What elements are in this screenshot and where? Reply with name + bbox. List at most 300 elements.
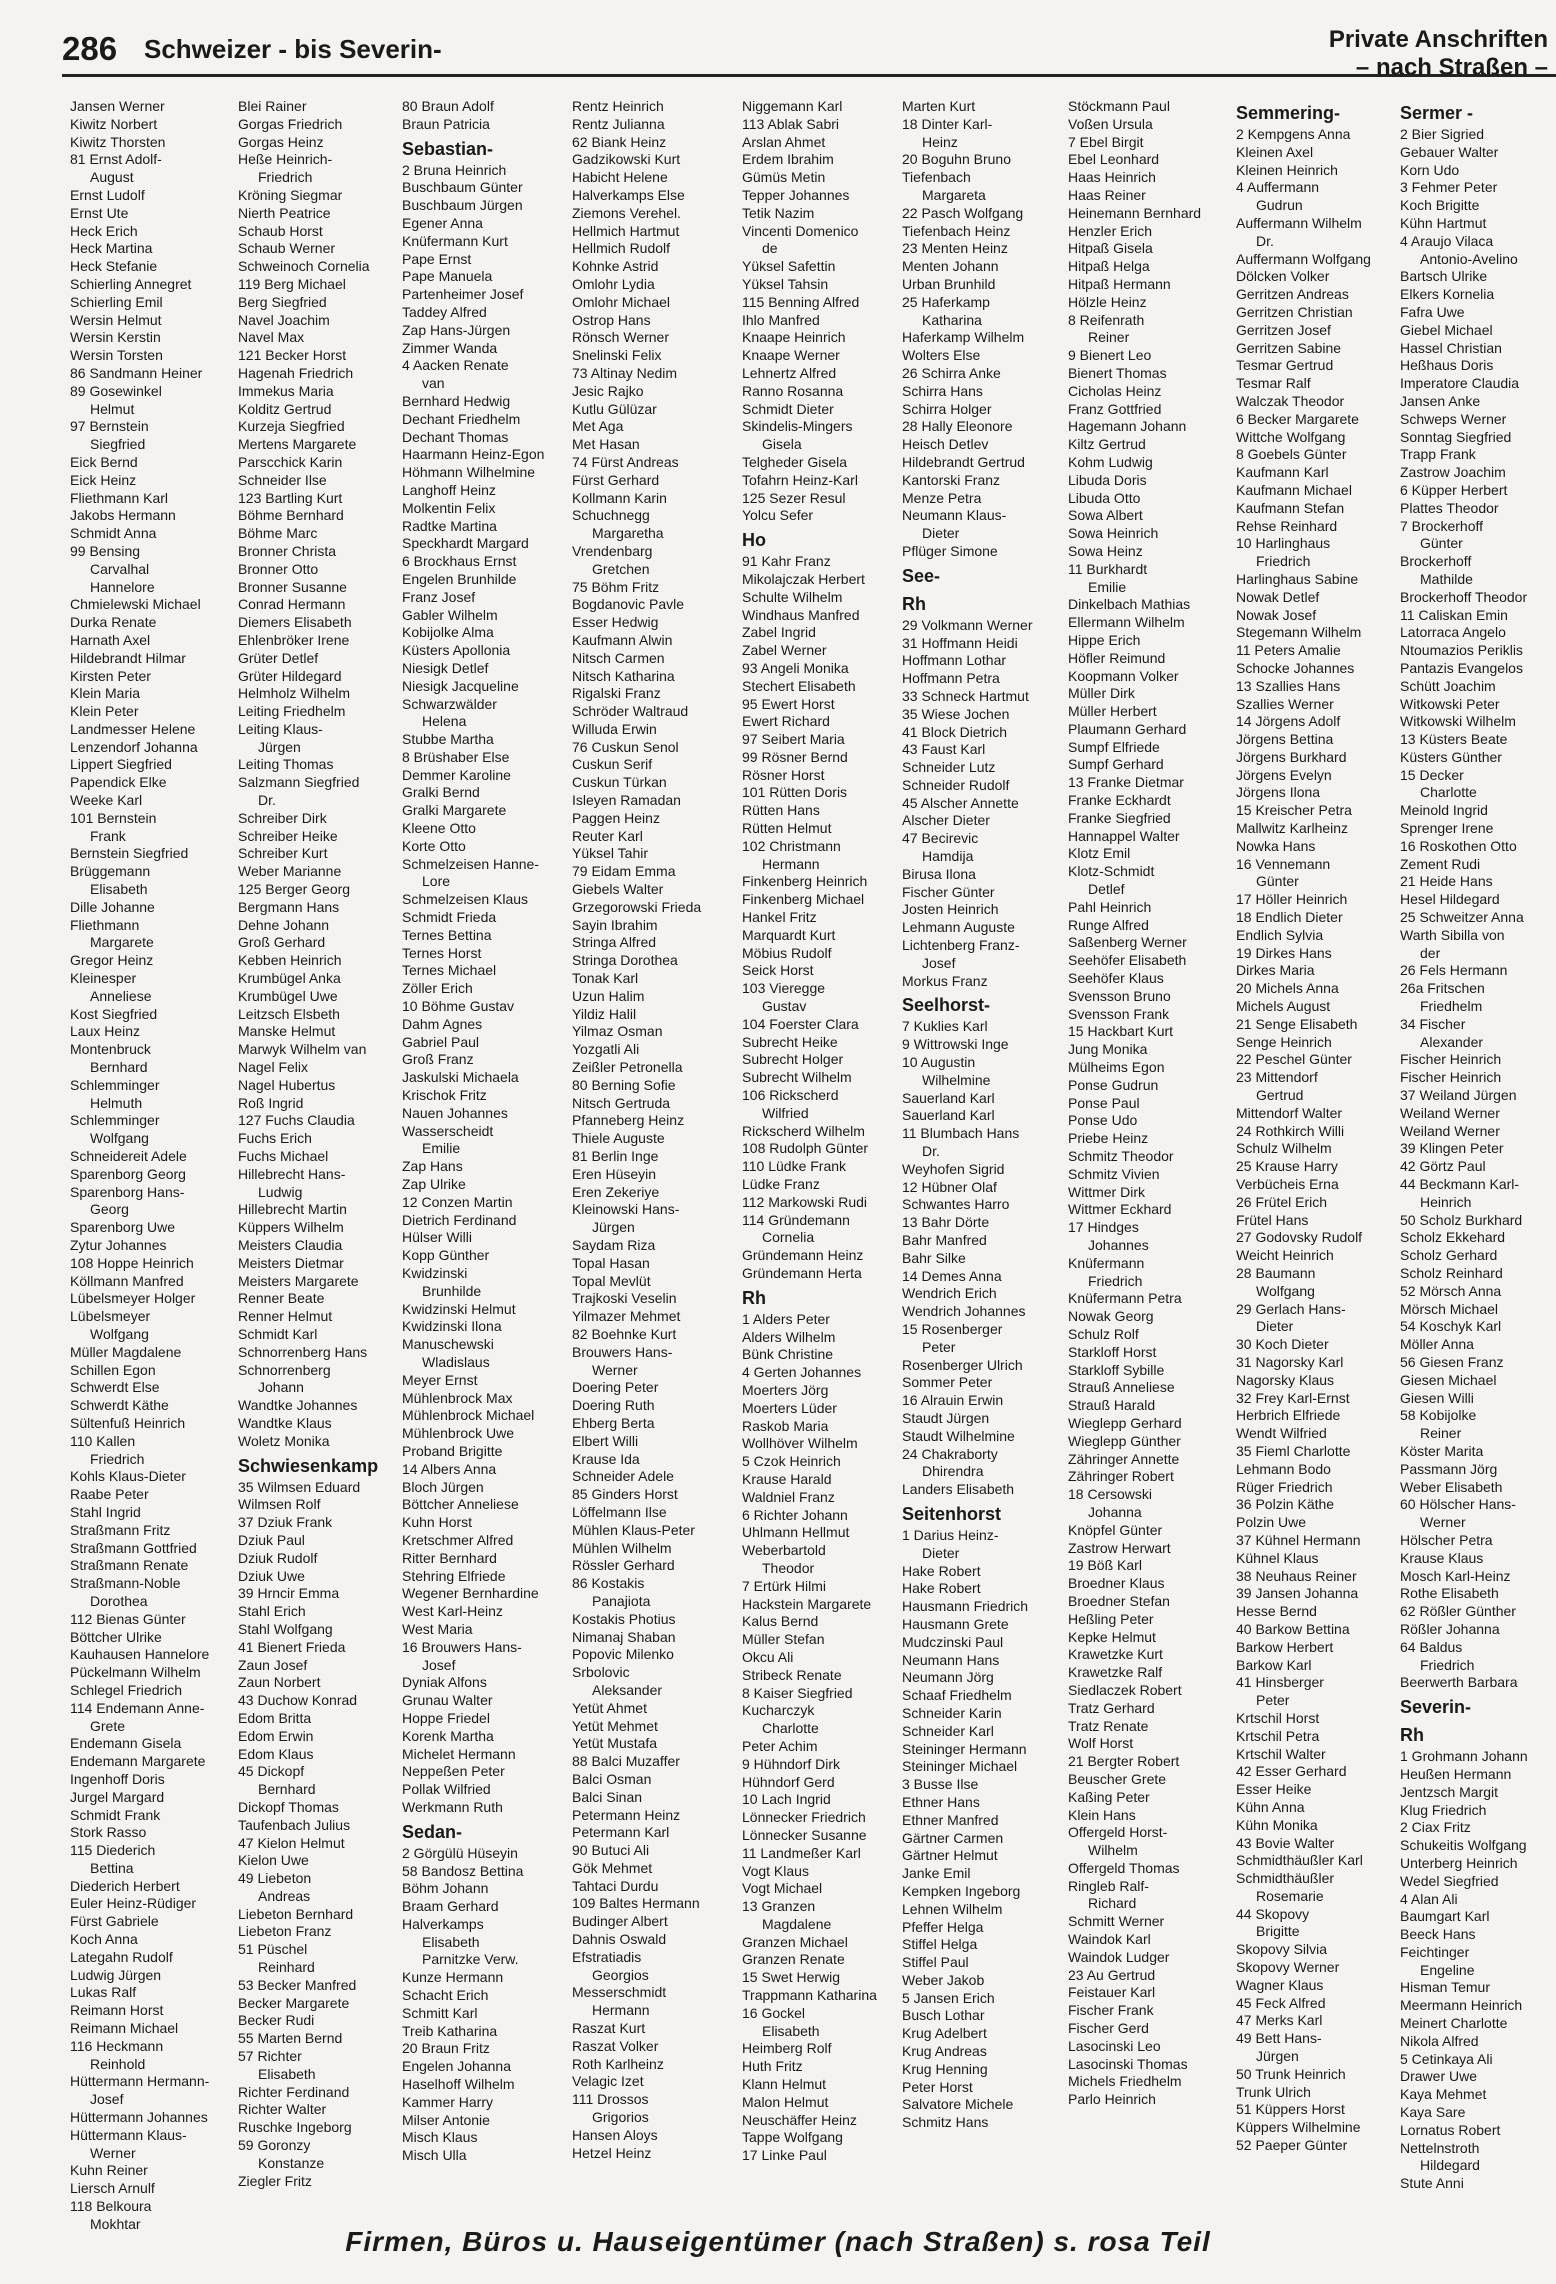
resident-entry: Groß Gerhard (238, 934, 326, 951)
resident-entry: Schweps Werner (1400, 410, 1507, 427)
resident-entry: Tesmar Gertrud (1236, 357, 1334, 374)
resident-entry: 39 Jansen Johanna (1236, 1585, 1359, 1602)
resident-entry: Plattes Theodor (1400, 499, 1499, 516)
directory-columns (70, 98, 1556, 2232)
resident-entry: 56 Giesen Franz (1400, 1353, 1504, 1370)
resident-entry: Bünk Christine (742, 1346, 834, 1363)
resident-entry: Hölscher Petra (1400, 1531, 1493, 1548)
resident-entry: Zaun Josef (238, 1656, 308, 1673)
street-heading: Rh (1400, 1725, 1424, 1746)
resident-entry: Balci Osman (572, 1770, 652, 1787)
resident-entry: Skopovy Silvia (1236, 1941, 1328, 1958)
entry-continuation: Heinz (922, 133, 958, 150)
resident-entry: Gärtner Helmut (902, 1847, 998, 1864)
resident-entry: Meinert Charlotte (1400, 2015, 1508, 2032)
entry-continuation: Reinhard (258, 1959, 315, 1976)
resident-entry: Doering Peter (572, 1379, 659, 1396)
resident-entry: Cuskun Türkan (572, 774, 667, 791)
entry-continuation: Engeline (1420, 1961, 1475, 1978)
resident-entry: Stute Anni (1400, 2175, 1464, 2192)
entry-continuation: Theodor (762, 1559, 815, 1576)
resident-entry: Leiting Friedhelm (238, 703, 346, 720)
resident-entry: Brüggemann (70, 863, 151, 880)
resident-entry: Hippe Erich (1068, 631, 1141, 648)
resident-entry: 49 Bett Hans- (1236, 2030, 1322, 2047)
resident-entry: Dziuk Rudolf (238, 1549, 318, 1566)
directory-column-8 (1236, 98, 1398, 2155)
resident-entry: Kalus Bernd (742, 1613, 819, 1630)
resident-entry: Hansen Aloys (572, 2126, 658, 2143)
resident-entry: Neuschäffer Heinz (742, 2111, 857, 2128)
resident-entry: 41 Hinsberger (1236, 1674, 1324, 1691)
resident-entry: Topal Mevlüt (572, 1272, 651, 1289)
resident-entry: Schaaf Friedhelm (902, 1687, 1012, 1704)
resident-entry: 29 Volkmann Werner (902, 616, 1033, 633)
resident-entry: Michels Friedhelm (1068, 2073, 1182, 2090)
resident-entry: 90 Butuci Ali (572, 1842, 650, 1859)
resident-entry: 13 Franke Dietmar (1068, 774, 1184, 791)
entry-continuation: August (90, 169, 134, 186)
resident-entry: 12 Hübner Olaf (902, 1178, 997, 1195)
entry-continuation: van (422, 375, 445, 392)
resident-entry: Frütel Hans (1236, 1211, 1309, 1228)
resident-entry: 45 Dickopf (238, 1763, 305, 1780)
resident-entry: Renner Helmut (238, 1308, 333, 1325)
resident-entry: 15 Swet Herwig (742, 1969, 841, 1986)
resident-entry: 5 Jansen Erich (902, 1989, 995, 2006)
resident-entry: Ludwig Jürgen (70, 1966, 162, 1983)
entry-continuation: Detlef (1088, 881, 1125, 898)
resident-entry: Urban Brunhild (902, 275, 996, 292)
resident-entry: Jaskulski Michaela (402, 1069, 519, 1086)
resident-entry: Sowa Albert (1068, 507, 1143, 524)
resident-entry: Gadzikowski Kurt (572, 151, 681, 168)
resident-entry: Hoppe Friedel (402, 1709, 490, 1726)
resident-entry: 19 Böß Karl (1068, 1557, 1142, 1574)
resident-entry: Hesel Hildegard (1400, 891, 1500, 908)
resident-entry: Willuda Erwin (572, 720, 657, 737)
resident-entry: 32 Frey Karl-Ernst (1236, 1389, 1350, 1406)
resident-entry: Brockerhoff (1400, 553, 1472, 570)
resident-entry: 16 Vennemann (1236, 855, 1331, 872)
resident-entry: Isleyen Ramadan (572, 792, 681, 809)
resident-entry: Waindok Karl (1068, 1931, 1151, 1948)
resident-entry: 21 Senge Elisabeth (1236, 1015, 1358, 1032)
resident-entry: Gregor Heinz (70, 952, 154, 969)
resident-entry: Nitsch Gertruda (572, 1094, 671, 1111)
resident-entry: Stahl Erich (238, 1603, 306, 1620)
resident-entry: Endemann Gisela (70, 1735, 182, 1752)
resident-entry: Fischer Heinrich (1400, 1069, 1502, 1086)
entry-continuation: Siegfried (90, 436, 146, 453)
resident-entry: Lasocinski Leo (1068, 2037, 1161, 2054)
resident-entry: Jörgens Bettina (1236, 731, 1334, 748)
resident-entry: 9 Wittrowski Inge (902, 1036, 1009, 1053)
resident-entry: 12 Conzen Martin (402, 1193, 513, 1210)
resident-entry: Roth Karlheinz (572, 2055, 664, 2072)
resident-entry: Straßmann Fritz (70, 1521, 171, 1538)
resident-entry: Broedner Klaus (1068, 1575, 1165, 1592)
resident-entry: Finkenberg Michael (742, 891, 865, 908)
resident-entry: Kühn Anna (1236, 1798, 1305, 1815)
resident-entry: Schmitt Karl (402, 2004, 478, 2021)
resident-entry: 76 Cuskun Senol (572, 738, 679, 755)
resident-entry: Skopovy Werner (1236, 1959, 1340, 1976)
resident-entry: Weber Elisabeth (1400, 1478, 1503, 1495)
resident-entry: 125 Berger Georg (238, 881, 351, 898)
resident-entry: 108 Hoppe Heinrich (70, 1254, 194, 1271)
resident-entry: Korte Otto (402, 837, 466, 854)
resident-entry: Franke Eckhardt (1068, 792, 1171, 809)
resident-entry: Hüttermann Johannes (70, 2109, 208, 2126)
resident-entry: Wilmsen Rolf (238, 1496, 321, 1513)
entry-continuation: Werner (90, 2144, 136, 2161)
resident-entry: 2 Bruna Heinrich (402, 161, 507, 178)
resident-entry: Schneider Rudolf (902, 776, 1010, 793)
resident-entry: 35 Wiese Jochen (902, 705, 1010, 722)
resident-entry: Klein Maria (70, 685, 141, 702)
resident-entry: Steininger Michael (902, 1758, 1018, 1775)
resident-entry: Stahl Wolfgang (238, 1620, 333, 1637)
resident-entry: Lönnecker Susanne (742, 1826, 867, 1843)
resident-entry: Fischer Günter (902, 883, 995, 900)
resident-entry: Halverkamps Else (572, 186, 685, 203)
resident-entry: Alscher Dieter (902, 812, 990, 829)
resident-entry: Höfler Reimund (1068, 649, 1166, 666)
resident-entry: Ellermann Wilhelm (1068, 614, 1185, 631)
resident-entry: Sayin Ibrahim (572, 916, 658, 933)
resident-entry: Heßhaus Doris (1400, 357, 1494, 374)
resident-entry: 89 Gosewinkel (70, 382, 162, 399)
resident-entry: Witkowski Peter (1400, 695, 1500, 712)
resident-entry: 50 Trunk Heinrich (1236, 2065, 1346, 2082)
resident-entry: Petermann Karl (572, 1824, 670, 1841)
resident-entry: Lübelsmeyer (70, 1308, 151, 1325)
resident-entry: Gebauer Walter (1400, 143, 1499, 160)
resident-entry: 44 Skopovy (1236, 1905, 1310, 1922)
resident-entry: 41 Bienert Frieda (238, 1638, 346, 1655)
resident-entry: 36 Polzin Käthe (1236, 1496, 1335, 1513)
resident-entry: Schulte Wilhelm (742, 588, 843, 605)
resident-entry: Kunze Hermann (402, 1969, 504, 1986)
resident-entry: Krtschil Horst (1236, 1709, 1320, 1726)
resident-entry: Schneidereit Adele (70, 1148, 187, 1165)
resident-entry: 14 Demes Anna (902, 1267, 1002, 1284)
entry-continuation: Margarete (90, 934, 154, 951)
resident-entry: Liersch Arnulf (70, 2180, 155, 2197)
resident-entry: Rosenberger Ulrich (902, 1356, 1023, 1373)
resident-entry: Nagorsky Klaus (1236, 1371, 1335, 1388)
resident-entry: Ranno Rosanna (742, 382, 844, 399)
resident-entry: Kretschmer Alfred (402, 1531, 514, 1548)
resident-entry: Seehöfer Klaus (1068, 970, 1164, 987)
resident-entry: Weiland Werner (1400, 1104, 1500, 1121)
resident-entry: Vogt Michael (742, 1880, 823, 1897)
resident-entry: Zaun Norbert (238, 1674, 321, 1691)
resident-entry: Schmelzeisen Klaus (402, 891, 529, 908)
entry-continuation: Werner (592, 1361, 638, 1378)
resident-entry: Diederich Herbert (70, 1877, 180, 1894)
resident-entry: Salzmann Siegfried (238, 774, 360, 791)
directory-column-2 (238, 98, 400, 2190)
resident-entry: Straßmann-Noble (70, 1575, 181, 1592)
resident-entry: Dirkes Maria (1236, 962, 1315, 979)
resident-entry: Schreiber Heike (238, 827, 338, 844)
resident-entry: Budinger Albert (572, 1913, 668, 1930)
resident-entry: 14 Jörgens Adolf (1236, 713, 1341, 730)
resident-entry: 4 Auffermann (1236, 179, 1320, 196)
resident-entry: Okcu Ali (742, 1648, 794, 1665)
resident-entry: 75 Böhm Fritz (572, 578, 660, 595)
resident-entry: Hackstein Margarete (742, 1595, 872, 1612)
resident-entry: Hoffmann Petra (902, 670, 1000, 687)
entry-continuation: Brigitte (1256, 1923, 1300, 1940)
resident-entry: 8 Kaiser Siegfried (742, 1684, 853, 1701)
resident-entry: Jurgel Margard (70, 1788, 165, 1805)
resident-entry: Knaape Werner (742, 347, 840, 364)
resident-entry: Yilmaz Osman (572, 1023, 663, 1040)
entry-continuation: Hermann (592, 2002, 650, 2019)
resident-entry: Wittmer Dirk (1068, 1183, 1145, 1200)
resident-entry: Schmidthäußler (1236, 1870, 1335, 1887)
resident-entry: Ethner Manfred (902, 1811, 999, 1828)
resident-entry: 18 Endlich Dieter (1236, 909, 1343, 926)
resident-entry: Yüksel Safettin (742, 258, 836, 275)
resident-entry: Rössler Gerhard (572, 1557, 675, 1574)
resident-entry: Nowak Josef (1236, 606, 1317, 623)
resident-entry: Stehring Elfriede (402, 1567, 506, 1584)
resident-entry: Broedner Stefan (1068, 1592, 1170, 1609)
resident-entry: Hisman Temur (1400, 1979, 1490, 1996)
resident-entry: Sparenborg Uwe (70, 1219, 176, 1236)
resident-entry: 99 Bensing (70, 542, 141, 559)
resident-entry: 26 Frütel Erich (1236, 1193, 1328, 1210)
entry-continuation: Emilie (1088, 578, 1127, 595)
resident-entry: Parlo Heinrich (1068, 2091, 1156, 2108)
resident-entry: 23 Mittendorf (1236, 1069, 1318, 1086)
resident-entry: Lornatus Robert (1400, 2121, 1501, 2138)
entry-continuation: Wolfgang (90, 1130, 149, 1147)
entry-continuation: Jürgen (258, 738, 301, 755)
entry-continuation: Parnitzke Verw. (422, 1951, 519, 1968)
resident-entry: Schuchnegg (572, 507, 650, 524)
resident-entry: Pahl Heinrich (1068, 898, 1152, 915)
resident-entry: Josten Heinrich (902, 901, 999, 918)
resident-entry: Zeißler Petronella (572, 1059, 683, 1076)
resident-entry: 119 Berg Michael (238, 275, 346, 292)
resident-entry: 47 Merks Karl (1236, 2012, 1323, 2029)
resident-entry: Weyhofen Sigrid (902, 1160, 1005, 1177)
resident-entry: Proband Brigitte (402, 1442, 503, 1459)
resident-entry: Heck Martina (70, 240, 153, 257)
resident-entry: 74 Fürst Andreas (572, 453, 679, 470)
resident-entry: 102 Christmann (742, 837, 841, 854)
resident-entry: Eick Bernd (70, 453, 138, 470)
resident-entry: Paggen Heinz (572, 809, 660, 826)
resident-entry: Lehnen Wilhelm (902, 1900, 1003, 1917)
resident-entry: Molkentin Felix (402, 499, 496, 516)
resident-entry: 43 Faust Karl (902, 741, 986, 758)
resident-entry: 14 Albers Anna (402, 1460, 497, 1477)
resident-entry: Dechant Friedhelm (402, 410, 521, 427)
resident-entry: Tratz Renate (1068, 1717, 1149, 1734)
resident-entry: Doering Ruth (572, 1397, 655, 1414)
resident-entry: Rößler Johanna (1400, 1620, 1500, 1637)
entry-continuation: Johanna (1088, 1503, 1142, 1520)
resident-entry: Sprenger Irene (1400, 820, 1494, 837)
resident-entry: Lasocinski Thomas (1068, 2055, 1188, 2072)
street-heading: Rh (742, 1287, 766, 1308)
resident-entry: Kollmann Karin (572, 489, 667, 506)
entry-continuation: Hildegard (1420, 2157, 1480, 2174)
resident-entry: Demmer Karoline (402, 766, 511, 783)
entry-continuation: Magdalene (762, 1915, 832, 1932)
resident-entry: Raskob Maria (742, 1417, 829, 1434)
resident-entry: Nowka Hans (1236, 837, 1316, 854)
resident-entry: Hitpaß Gisela (1068, 240, 1153, 257)
resident-entry: Berg Siegfried (238, 293, 327, 310)
resident-entry: Schröder Waltraud (572, 703, 689, 720)
resident-entry: Straßmann Gottfried (70, 1539, 197, 1556)
resident-entry: Wersin Kerstin (70, 329, 161, 346)
resident-entry: Ingenhoff Doris (70, 1770, 165, 1787)
resident-entry: Krawetzke Ralf (1068, 1664, 1163, 1681)
resident-entry: 6 Küpper Herbert (1400, 481, 1508, 498)
resident-entry: 112 Bienas Günter (70, 1610, 186, 1627)
resident-entry: Haas Heinrich (1068, 169, 1156, 186)
resident-entry: 8 Brüshaber Else (402, 748, 510, 765)
resident-entry: Auffermann Wolfgang (1236, 250, 1371, 267)
resident-entry: Lehmann Auguste (902, 919, 1015, 936)
resident-entry: Fischer Heinrich (1400, 1051, 1502, 1068)
resident-entry: Hölzle Heinz (1068, 293, 1147, 310)
resident-entry: Balci Sinan (572, 1788, 643, 1805)
resident-entry: Pape Ernst (402, 250, 472, 267)
resident-entry: 115 Diederich (70, 1842, 156, 1859)
resident-entry: 23 Au Gertrud (1068, 1966, 1156, 1983)
resident-entry: Dziuk Uwe (238, 1567, 305, 1584)
resident-entry: 22 Pasch Wolfgang (902, 204, 1024, 221)
resident-entry: Yüksel Tahir (572, 845, 649, 862)
entry-continuation: Dieter (922, 1544, 960, 1561)
resident-entry: Speckhardt Margard (402, 535, 529, 552)
page-header (0, 0, 1556, 80)
resident-entry: Hillebrecht Martin (238, 1201, 347, 1218)
resident-entry: Rütten Hans (742, 802, 820, 819)
entry-continuation: Ludwig (258, 1183, 303, 1200)
resident-entry: 116 Heckmann (70, 2037, 164, 2054)
resident-entry: Saßenberg Werner (1068, 934, 1187, 951)
resident-entry: Moerters Lüder (742, 1399, 837, 1416)
resident-entry: Wolters Else (902, 347, 981, 364)
resident-entry: Haselhoff Wilhelm (402, 2076, 515, 2093)
resident-entry: 114 Gründemann (742, 1211, 850, 1228)
resident-entry: Stechert Elisabeth (742, 677, 856, 694)
resident-entry: Dechant Thomas (402, 428, 509, 445)
resident-entry: Kielon Uwe (238, 1852, 309, 1869)
resident-entry: Elkers Kornelia (1400, 286, 1495, 303)
resident-entry: Krischok Fritz (402, 1087, 487, 1104)
resident-entry: Pflüger Simone (902, 542, 998, 559)
resident-entry: Petermann Heinz (572, 1806, 681, 1823)
resident-entry: 17 Linke Paul (742, 2147, 827, 2164)
resident-entry: Klann Helmut (742, 2076, 827, 2093)
resident-entry: Kröning Siegmar (238, 186, 343, 203)
resident-entry: Marquardt Kurt (742, 926, 836, 943)
resident-entry: Meisters Margarete (238, 1272, 359, 1289)
resident-entry: 80 Braun Adolf (402, 98, 494, 114)
resident-entry: Lenzendorf Johanna (70, 738, 198, 755)
resident-entry: 9 Hühndorf Dirk (742, 1755, 841, 1772)
resident-entry: 7 Kuklies Karl (902, 1018, 988, 1035)
resident-entry: 113 Ablak Sabri (742, 115, 840, 132)
resident-entry: 13 Szallies Hans (1236, 677, 1341, 694)
resident-entry: Manuschewski (402, 1336, 494, 1353)
resident-entry: Alders Wilhelm (742, 1328, 836, 1345)
resident-entry: 52 Mörsch Anna (1400, 1282, 1502, 1299)
resident-entry: Kohls Klaus-Dieter (70, 1468, 186, 1485)
resident-entry: 93 Angeli Monika (742, 659, 849, 676)
resident-entry: Kempken Ingeborg (902, 1882, 1021, 1899)
resident-entry: Heußen Hermann (1400, 1765, 1512, 1782)
entry-continuation: Friedrich (258, 169, 313, 186)
resident-entry: Schwarzwälder (402, 695, 497, 712)
resident-entry: 17 Höller Heinrich (1236, 891, 1348, 908)
resident-entry: 15 Hackbart Kurt (1068, 1023, 1174, 1040)
resident-entry: Hankel Fritz (742, 909, 817, 926)
entry-continuation: Reiner (1088, 329, 1130, 346)
resident-entry: Kaya Mehmet (1400, 2086, 1487, 2103)
resident-entry: Weber Jakob (902, 1971, 985, 1988)
resident-entry: Saydam Riza (572, 1237, 656, 1253)
resident-entry: 39 Hrncir Emma (238, 1585, 340, 1602)
resident-entry: Snelinski Felix (572, 347, 662, 364)
resident-entry: Svensson Frank (1068, 1005, 1170, 1022)
entry-continuation: Emilie (422, 1140, 461, 1157)
resident-entry: Beerwerth Barbara (1400, 1674, 1518, 1691)
resident-entry: Schmidt Frank (70, 1806, 161, 1823)
resident-entry: Yildiz Halil (572, 1005, 637, 1022)
entry-continuation: Grete (90, 1717, 126, 1734)
entry-continuation: Charlotte (1420, 784, 1477, 801)
resident-entry: Gärtner Carmen (902, 1829, 1004, 1846)
resident-entry: Wandtke Johannes (238, 1397, 358, 1414)
resident-entry: Meinold Ingrid (1400, 802, 1488, 819)
resident-entry: Leiting Thomas (238, 756, 334, 773)
resident-entry: Krug Andreas (902, 2043, 987, 2060)
entry-continuation: Johann (258, 1379, 304, 1396)
resident-entry: Koch Anna (70, 1931, 138, 1948)
resident-entry: Wedel Siegfried (1400, 1872, 1499, 1889)
entry-continuation: Gretchen (592, 560, 650, 577)
entry-continuation: Gudrun (1256, 197, 1303, 214)
resident-entry: 35 Wilmsen Eduard (238, 1478, 361, 1495)
entry-continuation: Konstanze (258, 2154, 325, 2171)
resident-entry: Sowa Heinz (1068, 542, 1143, 559)
resident-entry: 121 Becker Horst (238, 347, 347, 364)
resident-entry: Yozgatli Ali (572, 1041, 640, 1058)
resident-entry: Nitsch Katharina (572, 667, 675, 684)
entry-continuation: Wilhelmine (922, 1071, 991, 1088)
resident-entry: Wagner Klaus (1236, 1976, 1324, 1993)
resident-entry: 52 Paeper Günter (1236, 2137, 1348, 2154)
resident-entry: Kühnel Klaus (1236, 1549, 1319, 1566)
resident-entry: 10 Lach Ingrid (742, 1791, 831, 1808)
resident-entry: 3 Busse Ilse (902, 1776, 979, 1793)
resident-entry: 35 Fieml Charlotte (1236, 1442, 1351, 1459)
entry-continuation: Helmuth (90, 1094, 143, 1111)
resident-entry: Omlohr Lydia (572, 275, 655, 292)
